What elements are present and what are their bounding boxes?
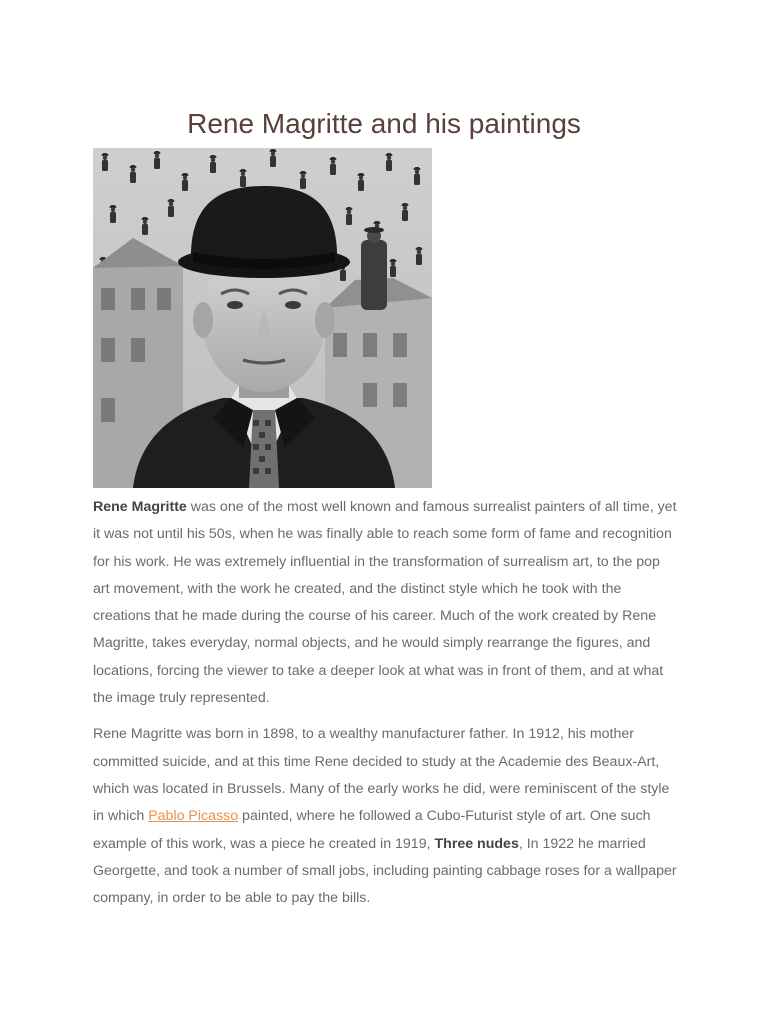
magritte-portrait-image bbox=[93, 148, 432, 488]
pablo-picasso-link[interactable]: Pablo Picasso bbox=[148, 808, 239, 825]
article-body bbox=[93, 494, 678, 921]
page-title: Rene Magritte and his paintings bbox=[187, 108, 581, 139]
subject-name: Rene Magritte bbox=[93, 499, 187, 515]
intro-paragraph: Rene Magritte was one of the most well known and famous surrealist painters of all time, yet it was not until his 50s, when he was finally able to reach some form of fame and recognition for his work. He was extremely influential in the transformation of surrealism art, to the pop art movement, with the work he created, and the distinct style which he took with the creations that he made during the course of his career. Much of the work created by Rene Magritte, takes everyday, normal objects, and he would simply rearrange the figures, and locations, forcing the viewer to take a deeper look at what was in front of them, and at what the image truly represented. bbox=[93, 499, 677, 707]
biography-paragraph: Rene Magritte was born in 1898, to a wealthy manufacturer father. In 1912, his mother committed suicide, and at this time Rene decided to study at the Academie des Beaux-Art, which was located in Brussels. Many of the early works he did, were reminiscent of the style in which Pablo Picasso painted, where he followed a Cubo-Futurist style of art. One such example of this work, was a piece he created in 1919, Three nudes, In 1922 he married Georgette, and took a number of small jobs, including painting cabbage roses for a wallpaper company, in order to be able to pay the bills. bbox=[93, 726, 677, 907]
artwork-title: Three nudes bbox=[434, 835, 519, 852]
